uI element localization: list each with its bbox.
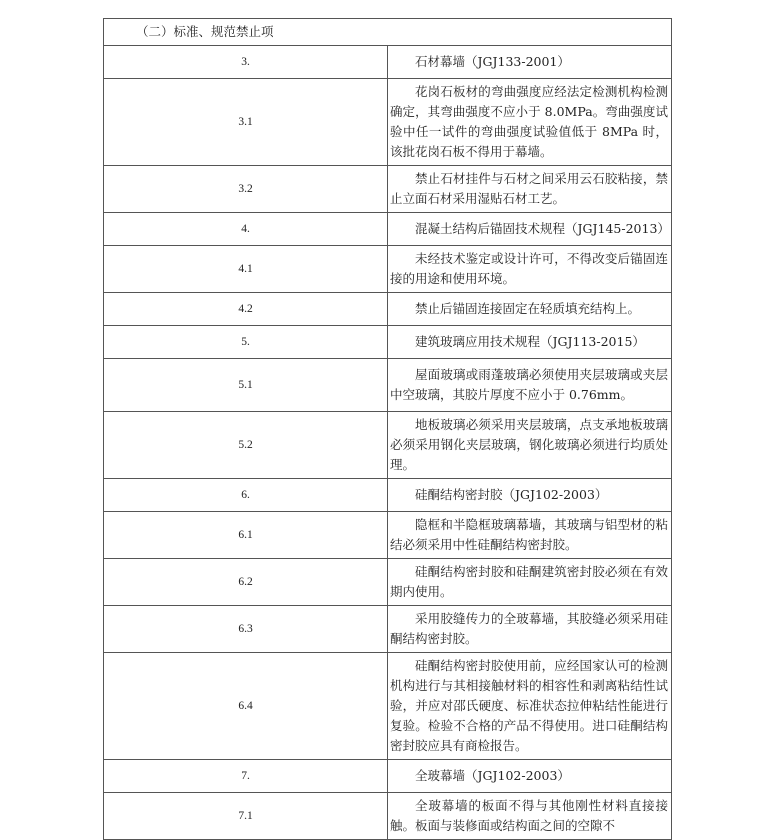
table-row [104, 512, 672, 559]
item-number: 6.4 [104, 653, 388, 760]
item-number: 7.1 [104, 793, 388, 840]
table-row [104, 412, 672, 479]
table-row [104, 166, 672, 213]
table-row [104, 479, 672, 512]
item-text: 硅酮结构密封胶（JGJ102-2003） [415, 487, 608, 502]
item-text: 采用胶缝传力的全玻幕墙，其胶缝必须采用硅酮结构密封胶。 [390, 611, 668, 646]
table-row [104, 213, 672, 246]
item-text: 隐框和半隐框玻璃幕墙，其玻璃与铝型材的粘结必须采用中性硅酮结构密封胶。 [390, 517, 668, 552]
item-number: 6.1 [104, 512, 388, 559]
item-text: 建筑玻璃应用技术规程（JGJ113-2015） [415, 334, 645, 349]
item-number: 4.2 [104, 293, 388, 326]
section-header-row [104, 19, 672, 46]
item-text: 全玻幕墙的板面不得与其他刚性材料直接接触。板面与装修面或结构面之间的空隙不 [390, 798, 668, 833]
item-number: 7. [104, 760, 388, 793]
table-row [104, 653, 672, 760]
item-text: 硅酮结构密封胶和硅酮建筑密封胶必须在有效期内使用。 [390, 564, 668, 599]
item-number: 6.2 [104, 559, 388, 606]
item-number: 5.1 [104, 359, 388, 412]
item-text: 禁止后锚固连接固定在轻质填充结构上。 [415, 301, 641, 316]
item-text: 硅酮结构密封胶使用前，应经国家认可的检测机构进行与其相接触材料的相容性和剥离粘结性试验，并应对邵氏硬度、标准状态拉伸粘结性能进行复验。检验不合格的产品不得使用。进口硅酮结构密封胶应具有商检报告。 [390, 658, 668, 753]
table-row [104, 760, 672, 793]
prohibition-table [103, 18, 672, 840]
item-number: 3.2 [104, 166, 388, 213]
table-row [104, 359, 672, 412]
item-text: 未经技术鉴定或设计许可，不得改变后锚固连接的用途和使用环境。 [390, 251, 668, 286]
item-text: 石材幕墙（JGJ133-2001） [415, 54, 570, 69]
table-row [104, 326, 672, 359]
item-number: 4.1 [104, 246, 388, 293]
item-text: 全玻幕墙（JGJ102-2003） [415, 768, 570, 783]
table-row [104, 559, 672, 606]
section-title: （二）标准、规范禁止项 [104, 19, 672, 46]
item-number: 6. [104, 479, 388, 512]
item-text: 混凝土结构后锚固技术规程（JGJ145-2013） [415, 221, 670, 236]
item-text: 禁止石材挂件与石材之间采用云石胶粘接，禁止立面石材采用湿贴石材工艺。 [390, 171, 668, 206]
item-number: 3. [104, 46, 388, 79]
table-row [104, 79, 672, 166]
item-number: 4. [104, 213, 388, 246]
item-number: 6.3 [104, 606, 388, 653]
item-number: 3.1 [104, 79, 388, 166]
item-number: 5.2 [104, 412, 388, 479]
table-row [104, 793, 672, 840]
table-row [104, 46, 672, 79]
item-text: 屋面玻璃或雨蓬玻璃必须使用夹层玻璃或夹层中空玻璃，其胶片厚度不应小于 0.76mm。 [390, 367, 668, 402]
item-text: 花岗石板材的弯曲强度应经法定检测机构检测确定，其弯曲强度不应小于 8.0MPa。弯曲强度试验中任一试件的弯曲强度试验值低于 8MPa 时，该批花岗石板不得用于幕墙。 [390, 84, 668, 159]
table-row [104, 246, 672, 293]
item-text: 地板玻璃必须采用夹层玻璃，点支承地板玻璃必须采用钢化夹层玻璃，钢化玻璃必须进行均质处理。 [390, 417, 668, 472]
table-row [104, 606, 672, 653]
item-number: 5. [104, 326, 388, 359]
table-row [104, 293, 672, 326]
